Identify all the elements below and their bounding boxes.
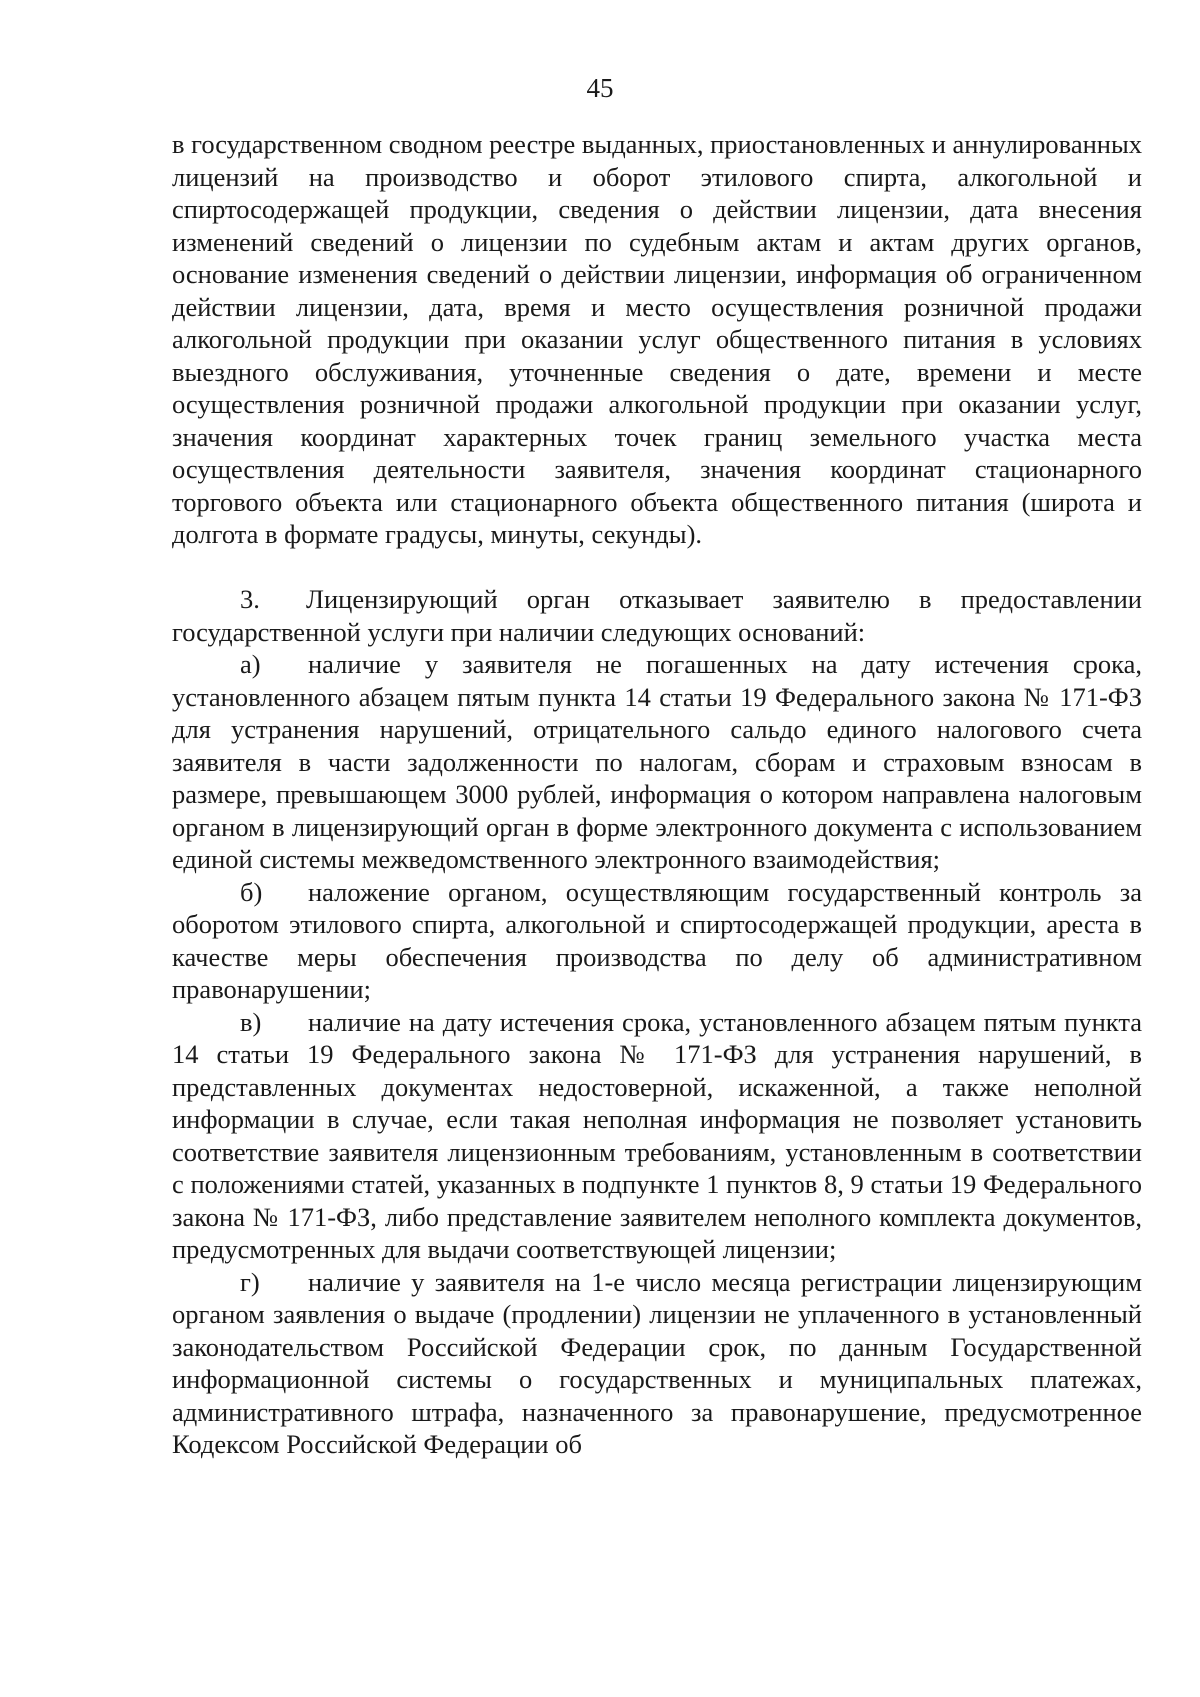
paragraph-item-3	[172, 583, 1142, 648]
subitem-text: наложение органом, осуществляющим государственный контроль за оборотом этилового спирта, алкогольной и спиртосодержащей продукции, ареста в качестве меры обеспечения производства по делу об административном правонарушении;	[172, 876, 1142, 1004]
subitem-label: б)	[240, 876, 263, 907]
paragraph-continuation: в государственном сводном реестре выданных, приостановленных и аннулированных лицензий на производство и оборот этилового спирта, алкогольной и спиртосодержащей продукции, сведения о действии лицензии, дата внесения изменений сведений о лицензии по судебным актам и актам других органов, основание изменения сведений о действии лицензии, информация об ограниченном действии лицензии, дата, время и место осуществления розничной продажи алкогольной продукции при оказании услуг общественного питания в условиях выездного обслуживания, уточненные сведения о дате, времени и месте осуществления розничной продажи алкогольной продукции при оказании услуг, значения координат характерных точек границ земельного участка места осуществления деятельности заявителя, значения координат стационарного торгового объекта или стационарного объекта общественного питания (широта и долгота в формате градусы, минуты, секунды).	[172, 129, 1142, 549]
subitem-text: наличие на дату истечения срока, установленного абзацем пятым пункта 14 статьи 19 Федерального закона № 171-ФЗ для устранения нарушений, в представленных документах недостоверной, искаженной, а также неполной информации в случае, если такая неполная информация не позволяет установить соответствие заявителя лицензионным требованиям, установленным в соответствии с положениями статей, указанных в подпункте 1 пунктов 8, 9 статьи 19 Федерального закона № 171-ФЗ, либо представление заявителем неполного комплекта документов, предусмотренных для выдачи соответствующей лицензии;	[172, 1006, 1142, 1264]
item-text: Лицензирующий орган отказывает заявителю в предоставлении государственной услуги при наличии следующих оснований:	[172, 584, 1142, 647]
subitem-v	[172, 1006, 1142, 1266]
item-number: 3.	[240, 584, 260, 614]
page-number: 45	[586, 73, 614, 103]
subitem-label: г)	[240, 1266, 260, 1297]
subitem-text: наличие у заявителя не погашенных на дату истечения срока, установленного абзацем пятым пункта 14 статьи 19 Федерального закона № 171-ФЗ для устранения нарушений, отрицательного сальдо единого налогового счета заявителя в части задолженности по налогам, сборам и страховым взносам в размере, превышающем 3000 рублей, информация о котором направлена налоговым органом в лицензирующий орган в форме электронного документа с использованием единой системы межведомственного электронного взаимодействия;	[172, 649, 1142, 874]
subitem-b	[172, 876, 1142, 1006]
subitem-label: а)	[240, 649, 261, 679]
document-body	[172, 128, 1142, 1461]
subitem-a	[172, 648, 1142, 876]
subitem-label: в)	[240, 1006, 262, 1037]
subitem-g	[172, 1266, 1142, 1461]
subitem-text: наличие у заявителя на 1-е число месяца регистрации лицензирующим органом заявления о выдаче (продлении) лицензии не уплаченного в установленный законодательством Российской Федерации срок, по данным Государственной информационной системы о государственных и муниципальных платежах, административного штрафа, назначенного за правонарушение, предусмотренное Кодексом Российской Федерации об	[172, 1266, 1142, 1459]
